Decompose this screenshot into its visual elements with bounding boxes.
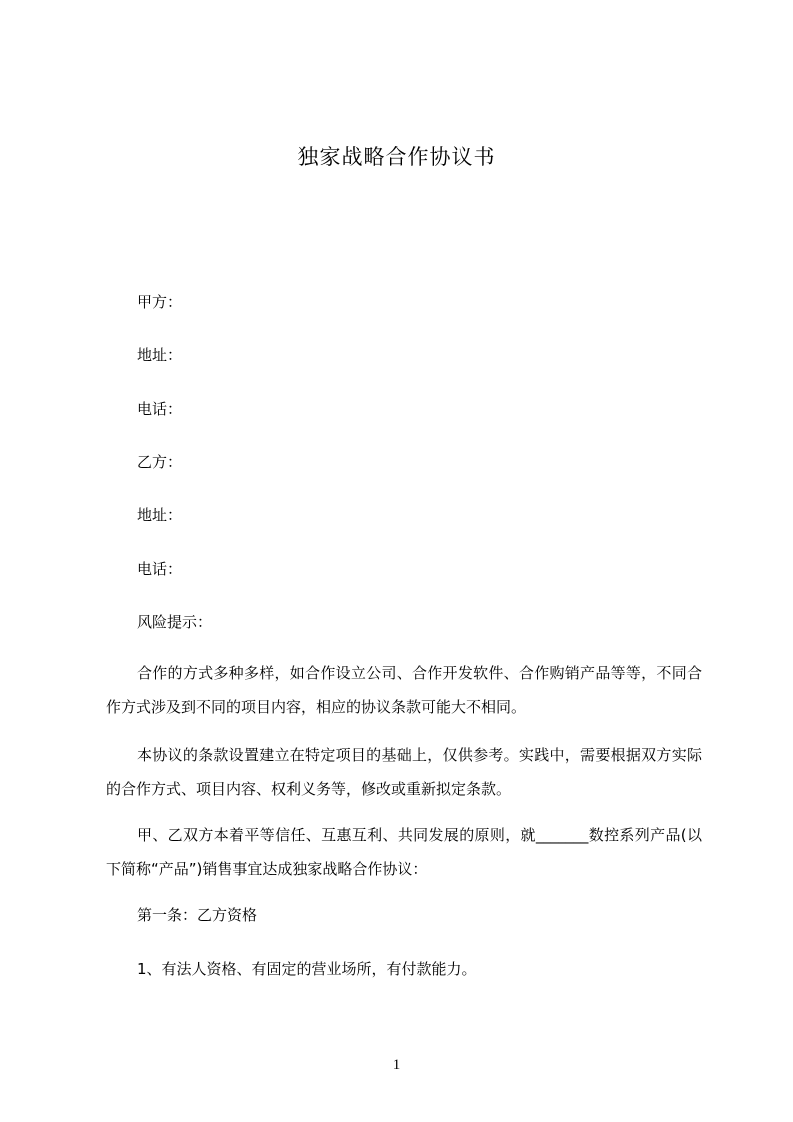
page-number: 1 — [392, 1057, 401, 1073]
party-b-phone-label: 电话： — [137, 560, 183, 578]
paragraph-agreement-intro: 甲、乙双方本着平等信任、互惠互利、共同发展的原则，就_______数控系列产品(以下简称“产品”)销售事宜达成独家战略合作协议： — [106, 826, 702, 878]
risk-heading: 风险提示： — [137, 613, 213, 631]
party-a-address-label: 地址： — [137, 346, 183, 364]
party-b-address-label: 地址： — [137, 506, 183, 524]
paragraph-cooperation-methods: 合作的方式多种多样，如合作设立公司、合作开发软件、合作购销产品等等，不同合作方式涉及到不同的项目内容，相应的协议条款可能大不相同。 — [106, 664, 702, 716]
article-1-heading: 第一条：乙方资格 — [137, 906, 258, 924]
party-a-label: 甲方： — [137, 293, 183, 311]
document-title: 独家战略合作协议书 — [297, 145, 496, 169]
article-1-item-1: 1、有法人资格、有固定的营业场所，有付款能力。 — [137, 960, 477, 978]
party-b-label: 乙方： — [137, 453, 183, 471]
party-a-phone-label: 电话： — [137, 400, 183, 418]
paragraph-reference-notice: 本协议的条款设置建立在特定项目的基础上，仅供参考。实践中，需要根据双方实际的合作方式、项目内容、权利义务等，修改或重新拟定条款。 — [106, 746, 702, 798]
